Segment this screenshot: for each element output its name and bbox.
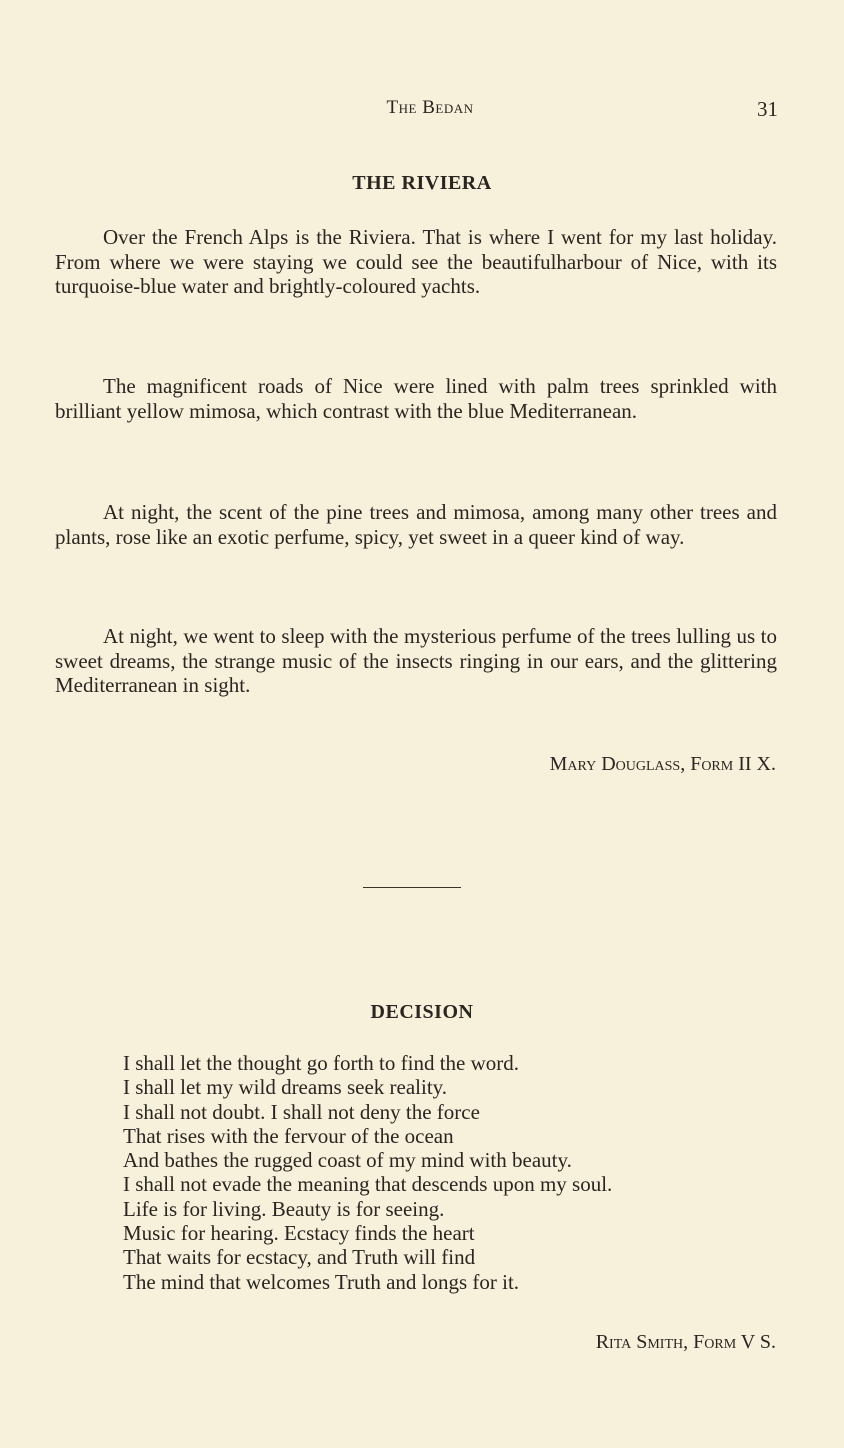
poem-line: That waits for ecstacy, and Truth will find <box>123 1245 476 1270</box>
page-number: 31 <box>757 97 778 121</box>
paragraph-3: At night, the scent of the pine trees and mimosa, among many other trees and plants, rose like an exotic perfume, spicy, yet sweet in a queer kind of way. <box>55 500 777 549</box>
article-title-riviera: THE RIVIERA <box>352 172 492 194</box>
poem-line: I shall not evade the meaning that descends upon my soul. <box>123 1172 613 1197</box>
author-signature-riviera: Mary Douglass, Form II X. <box>549 753 776 775</box>
poem-line: The mind that welcomes Truth and longs for it. <box>123 1269 520 1294</box>
paragraph-2: The magnificent roads of Nice were lined with palm trees sprinkled with brilliant yellow mimosa, which contrast with the blue Mediterranean. <box>55 374 777 423</box>
poem-line: Life is for living. Beauty is for seeing. <box>123 1196 445 1221</box>
paragraph-4: At night, we went to sleep with the mysterious perfume of the trees lulling us to sweet dreams, the strange music of the insects ringing in our ears, and the glittering Mediterranean in sight. <box>55 624 777 697</box>
poem-line: I shall not doubt. I shall not deny the force <box>123 1099 480 1124</box>
section-divider <box>363 887 461 888</box>
author-signature-decision: Rita Smith, Form V S. <box>595 1331 776 1353</box>
poem <box>123 1051 783 1294</box>
article-title-decision: DECISION <box>370 1001 474 1023</box>
poem-line: I shall let my wild dreams seek reality. <box>123 1075 448 1100</box>
paragraph-1: Over the French Alps is the Riviera. That is where I went for my last holiday. From where we were staying we could see the beautifulharbour of Nice, with its turquoise-blue water and brightly-coloured yachts. <box>55 225 777 298</box>
poem-line: And bathes the rugged coast of my mind with beauty. <box>123 1148 572 1173</box>
page-header <box>0 97 844 127</box>
poem-line: Music for hearing. Ecstacy finds the heart <box>123 1221 475 1246</box>
poem-line: That rises with the fervour of the ocean <box>123 1123 454 1148</box>
poem-line: I shall let the thought go forth to find the word. <box>123 1051 520 1075</box>
running-title: The Bedan <box>386 97 474 118</box>
